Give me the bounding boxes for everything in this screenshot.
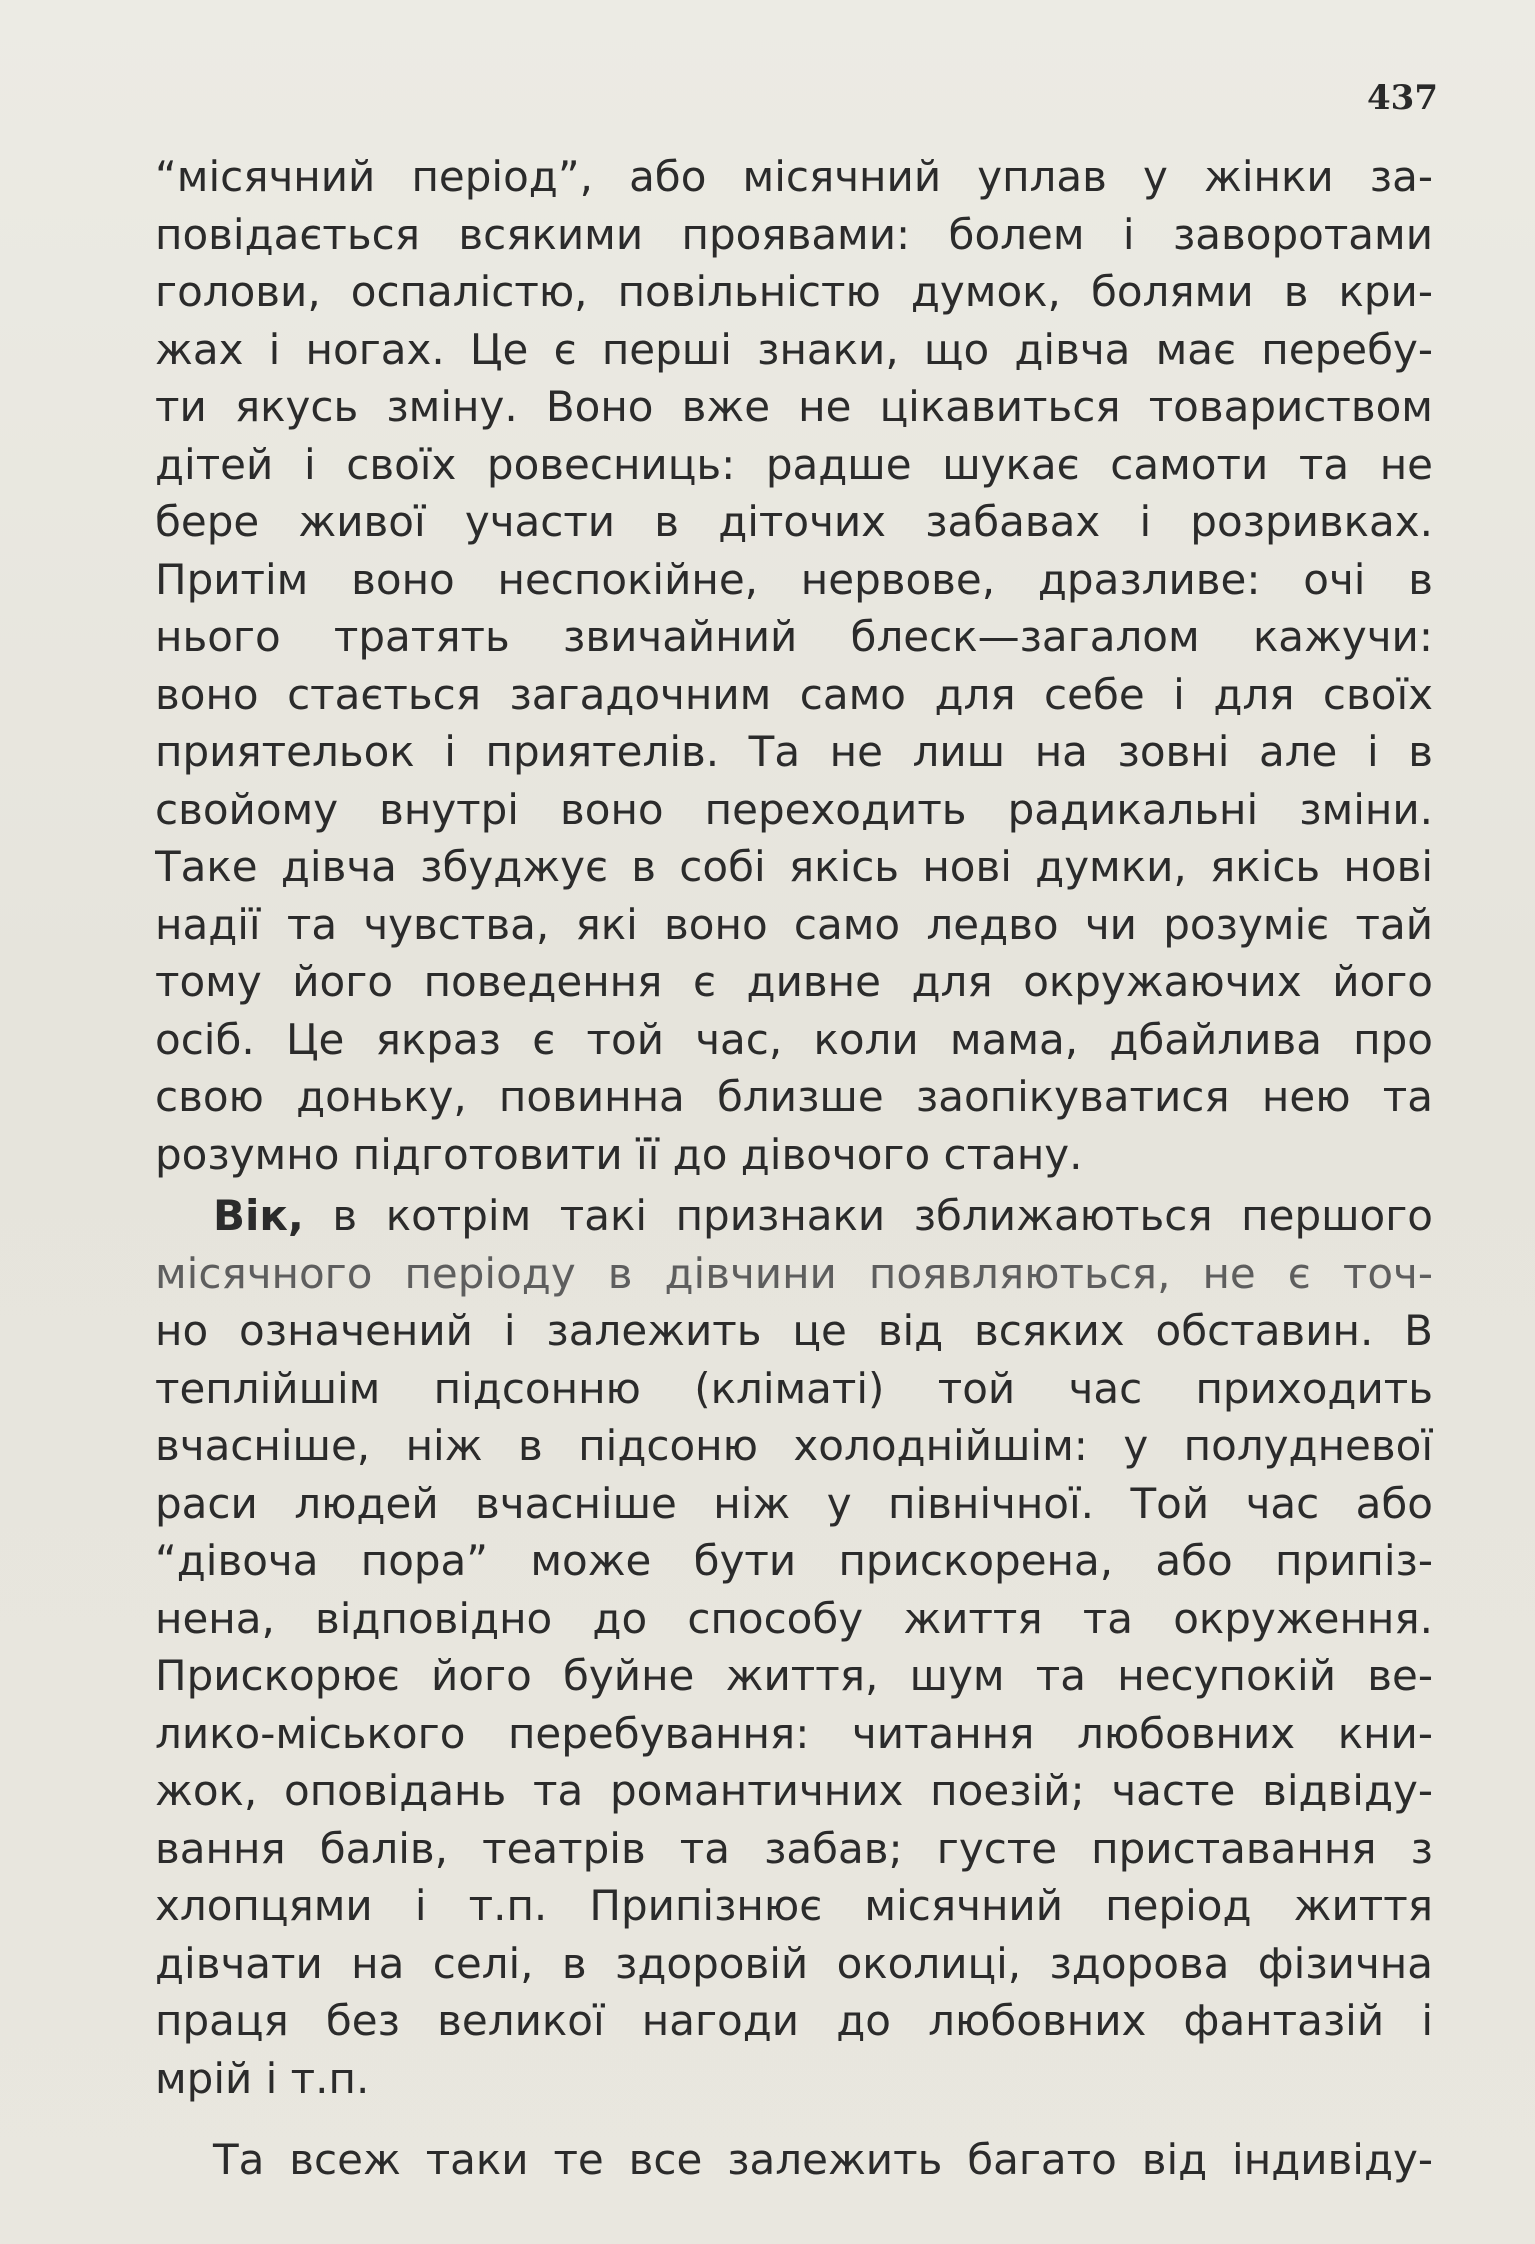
body-text (155, 148, 1433, 2189)
text-line: Притім воно неспокійне, нервове, дразливе: очі в (155, 554, 1433, 604)
text-line: теплійшім підсонню (кліматі) той час приходить (155, 1363, 1433, 1413)
text-line: бере живої участи в діточих забавах і розривках. (155, 497, 1433, 546)
text-line: місячного періоду в дівчини появляються, не є точ- (155, 1248, 1433, 1298)
text-line: приятельок і приятелів. Та не лиш на зовні але і в (155, 727, 1433, 776)
text-line-lead (155, 1187, 1433, 1245)
text-line: “місячний період”, або місячний уплав у жінки за- (155, 152, 1433, 201)
text-line: вання балів, театрів та забав; густе приставання з (155, 1823, 1433, 1873)
lead-line-rest: в котрім такі признаки зближаються першого (303, 1191, 1433, 1240)
text-line: лико-міського перебування: читання любовних кни- (155, 1708, 1433, 1758)
text-line: ти якусь зміну. Воно вже не цікавиться товариством (155, 382, 1433, 431)
text-line: нього тратять звичайний блеск—загалом кажучи: (155, 612, 1433, 661)
text-line: жах і ногах. Це є перші знаки, що дівча має перебу- (155, 324, 1433, 374)
paragraph-1 (155, 148, 1433, 1183)
text-line: нена, відповідно до способу життя та окруження. (155, 1593, 1433, 1643)
text-line: надії та чувства, які воно само ледво чи розуміє тай (155, 899, 1433, 949)
page-number: 437 (1367, 78, 1438, 118)
text-line: голови, оспалістю, повільністю думок, болями в кри- (155, 267, 1433, 316)
text-line: хлопцями і т.п. Припізнює місячний період життя (155, 1881, 1433, 1930)
text-line: Прискорює його буйне життя, шум та несупокій ве- (155, 1651, 1433, 1700)
text-line: Таке дівча збуджує в собі якісь нові думки, якісь нові (155, 842, 1433, 891)
text-line: розумно підготовити її до дівочого стану. (155, 1129, 1083, 1179)
text-line: повідається всякими проявами: болем і заворотами (155, 209, 1433, 259)
text-line: дітей і своїх ровесниць: радше шукає самоти та не (155, 439, 1433, 489)
paragraph-3 (155, 2131, 1433, 2189)
text-line: осіб. Це якраз є той час, коли мама, дбайлива про (155, 1014, 1433, 1064)
text-line: раси людей вчасніше ніж у північної. Той час або (155, 1478, 1433, 1528)
paragraph-2 (155, 1187, 1433, 2107)
text-line: воно стається загадочним само для себе і для своїх (155, 669, 1433, 719)
text-line: вчасніше, ніж в підсоню холоднійшім: у полудневої (155, 1421, 1433, 1470)
text-line: свою доньку, повинна близше заопікуватися нею та (155, 1072, 1433, 1121)
text-line: жок, оповідань та романтичних поезій; часте відвіду- (155, 1766, 1433, 1815)
text-line: свойому внутрі воно переходить радикальні зміни. (155, 784, 1433, 834)
text-line: Та всеж таки те все залежить багато від індивіду- (213, 2135, 1433, 2184)
text-line: праця без великої нагоди до любовних фантазій і (155, 1996, 1433, 2045)
text-line: но означений і залежить це від всяких обставин. В (155, 1306, 1433, 1355)
text-line: тому його поведення є дивне для окружаючих його (155, 957, 1433, 1006)
text-line: “дівоча пора” може бути прискорена, або припіз- (155, 1536, 1433, 1585)
text-line: дівчати на селі, в здоровій околиці, здорова фізична (155, 1938, 1433, 1988)
lead-word: Вік, (213, 1191, 304, 1240)
text-line: мрій і т.п. (155, 2053, 370, 2103)
